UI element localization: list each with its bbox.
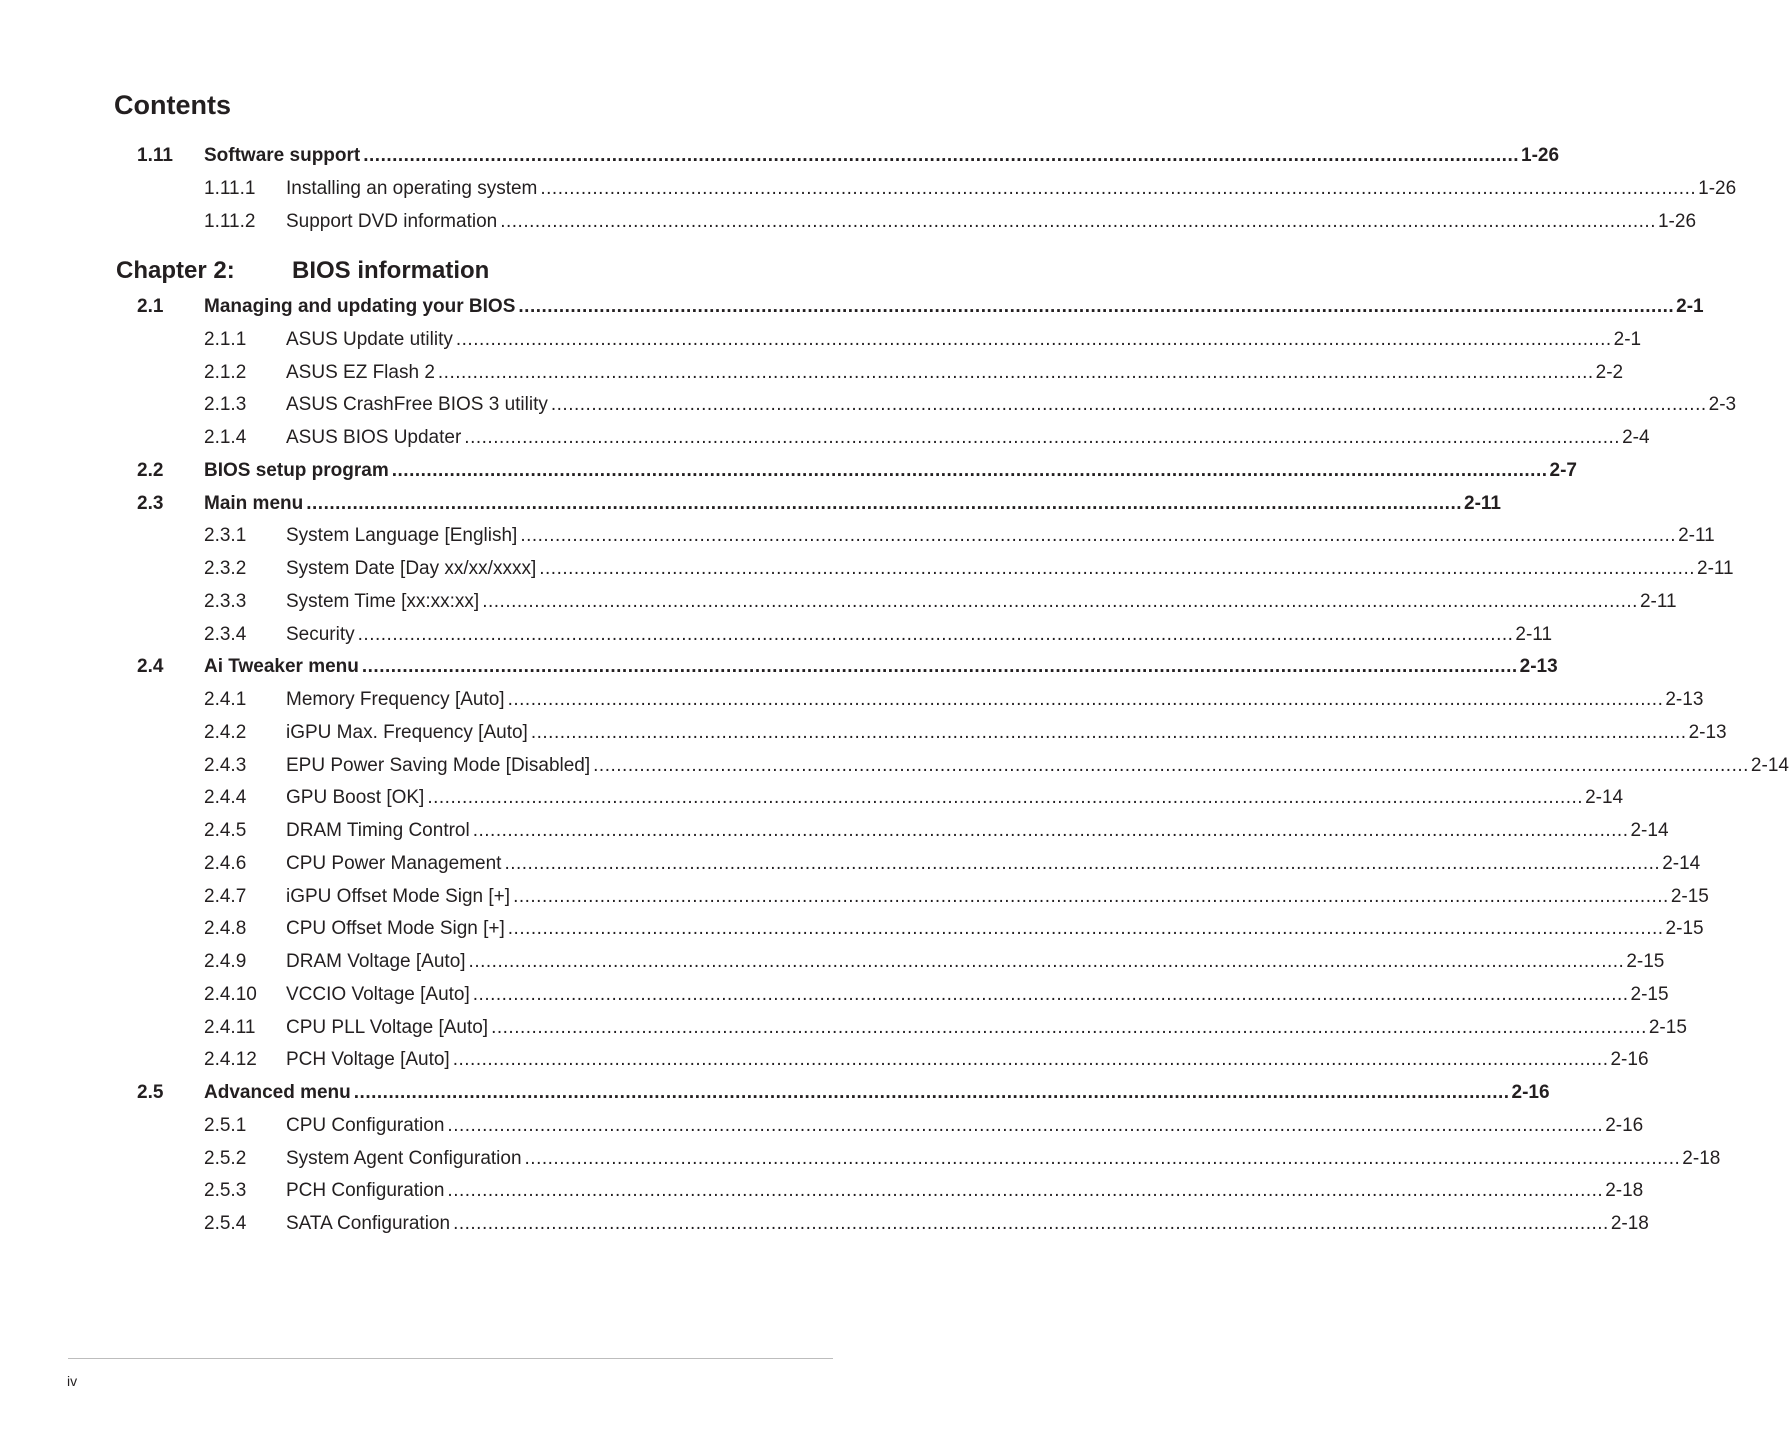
toc-subsection-entry[interactable] — [0, 983, 1669, 1007]
toc-entry-body — [204, 1081, 1550, 1105]
dot-leader: ........................................................................................................................................................................................................ — [518, 296, 1675, 317]
toc-entry-number: 2.3.3 — [204, 590, 247, 612]
toc-entry-number: 2.4.12 — [204, 1049, 257, 1071]
toc-entry-label: Support DVD information — [286, 211, 498, 233]
toc-entry-body — [286, 852, 1701, 876]
toc-entry-number: 2.4.4 — [204, 787, 247, 809]
toc-section-entry[interactable] — [0, 1081, 1550, 1105]
toc-entry-label: Ai Tweaker menu — [204, 656, 359, 678]
dot-leader: ........................................................................................................................................................................................................ — [468, 951, 1625, 972]
toc-entry-number: 2.1.2 — [204, 361, 247, 383]
toc-entry-number: 2.4.1 — [204, 689, 247, 710]
toc-entry-body — [204, 144, 1560, 168]
dot-leader: ........................................................................................................................................................................................................ — [427, 787, 1584, 809]
toc-entry-page: 1-26 — [1521, 145, 1560, 166]
toc-entry-number: 2.3.1 — [204, 525, 247, 547]
toc-entry-label: CPU Power Management — [286, 852, 502, 874]
dot-leader: ........................................................................................................................................................................................................ — [539, 558, 1695, 579]
toc-entry-body — [204, 655, 1558, 679]
dot-leader: ........................................................................................................................................................................................................ — [513, 885, 1669, 907]
toc-section-entry[interactable] — [0, 295, 1704, 319]
dot-leader: ........................................................................................................................................................................................................ — [447, 1114, 1604, 1136]
toc-entry-label: ASUS BIOS Updater — [286, 427, 462, 448]
toc-subsection-entry[interactable] — [0, 1212, 1649, 1236]
toc-entry-body — [286, 819, 1669, 843]
toc-entry-body — [286, 688, 1704, 712]
dot-leader: ........................................................................................................................................................................................................ — [500, 211, 1656, 233]
toc-entry-page: 2-15 — [1670, 885, 1709, 907]
toc-subsection-entry[interactable] — [0, 950, 1665, 974]
toc-entry-page: 2-18 — [1682, 1147, 1721, 1169]
toc-subsection-entry[interactable] — [0, 623, 1553, 647]
toc-entry-body — [286, 524, 1715, 548]
dot-leader: ........................................................................................................................................................................................................ — [447, 1180, 1604, 1202]
toc-entry-number: 2.4 — [137, 656, 164, 678]
toc-entry-body — [286, 361, 1624, 385]
toc-entry-number: 1.11 — [137, 145, 173, 166]
dot-leader: ........................................................................................................................................................................................................ — [437, 361, 1594, 383]
toc-entry-label: DRAM Voltage [Auto] — [286, 951, 466, 972]
dot-leader: ........................................................................................................................................................................................................ — [482, 590, 1638, 612]
toc-entry-number: 2.4.6 — [204, 852, 247, 874]
toc-entry-body — [286, 590, 1677, 614]
toc-entry-body — [286, 393, 1737, 417]
toc-entry-page: 2-14 — [1585, 787, 1624, 809]
dot-leader: ........................................................................................................................................................................................................ — [455, 328, 1612, 350]
toc-entry-page: 2-2 — [1595, 361, 1624, 383]
toc-section-entry[interactable] — [0, 492, 1501, 516]
toc-section-entry[interactable] — [0, 144, 1560, 168]
toc-entry-page: 2-13 — [1665, 689, 1704, 710]
toc-entry-number: 2.4.8 — [204, 918, 247, 940]
toc-entry-number: 2.5.1 — [204, 1114, 247, 1136]
toc-entry-page: 2-11 — [1678, 525, 1715, 547]
dot-leader: ........................................................................................................................................................................................................ — [472, 983, 1629, 1005]
toc-entry-label: System Date [Day xx/xx/xxxx] — [286, 558, 537, 579]
toc-entry-body — [286, 210, 1697, 234]
toc-entry-body — [286, 1048, 1649, 1072]
dot-leader: ........................................................................................................................................................................................................ — [491, 1016, 1647, 1038]
toc-entry-label: CPU PLL Voltage [Auto] — [286, 1016, 489, 1038]
toc-entry-body — [286, 557, 1734, 581]
toc-entry-label: VCCIO Voltage [Auto] — [286, 983, 470, 1005]
dot-leader: ........................................................................................................................................................................................................ — [353, 1082, 1510, 1103]
toc-entry-label: ASUS CrashFree BIOS 3 utility — [286, 394, 548, 416]
toc-entry-page: 2-18 — [1605, 1180, 1644, 1202]
toc-entry-page: 2-11 — [1639, 590, 1677, 612]
toc-subsection-entry[interactable] — [0, 786, 1624, 810]
page-title: Contents — [114, 90, 231, 120]
dot-leader: ........................................................................................................................................................................................................ — [361, 656, 1518, 678]
toc-entry-number: 1.11.2 — [204, 211, 256, 233]
toc-entry-page: 2-18 — [1610, 1213, 1649, 1234]
toc-subsection-entry[interactable] — [0, 819, 1669, 843]
toc-entry-page: 2-13 — [1688, 721, 1727, 743]
toc-entry-label: Security — [286, 623, 355, 645]
toc-entry-body — [286, 623, 1553, 647]
toc-subsection-entry[interactable] — [0, 1048, 1649, 1072]
toc-entry-label: Advanced menu — [204, 1082, 351, 1103]
toc-entry-number: 1.11.1 — [204, 178, 256, 200]
toc-entry-page: 2-1 — [1676, 296, 1704, 317]
toc-entry-body — [286, 177, 1737, 201]
toc-entry-label: CPU Offset Mode Sign [+] — [286, 918, 505, 940]
toc-entry-page: 2-4 — [1622, 427, 1650, 448]
dot-leader: ........................................................................................................................................................................................................ — [507, 918, 1664, 940]
toc-subsection-entry[interactable] — [0, 917, 1704, 941]
toc-entry-number: 2.5.2 — [204, 1147, 247, 1169]
toc-entry-label: ASUS EZ Flash 2 — [286, 361, 435, 383]
toc-entry-label: Software support — [204, 145, 361, 166]
footer-divider — [68, 1358, 833, 1359]
toc-entry-page: 1-26 — [1657, 211, 1697, 233]
toc-entry-label: Memory Frequency [Auto] — [286, 689, 505, 710]
toc-entry-number: 2.5 — [137, 1082, 164, 1103]
toc-entry-page: 2-16 — [1610, 1049, 1649, 1071]
toc-entry-body — [286, 1147, 1721, 1171]
toc-entry-number: 2.4.9 — [204, 951, 247, 972]
toc-entry-number: 2.4.10 — [204, 983, 257, 1005]
toc-subsection-entry[interactable] — [0, 177, 1737, 201]
toc-entry-page: 2-16 — [1605, 1114, 1644, 1136]
toc-entry-page: 2-16 — [1511, 1082, 1550, 1103]
toc-entry-page: 2-11 — [1515, 623, 1553, 645]
toc-entry-body — [286, 950, 1665, 974]
toc-entry-body — [286, 885, 1709, 909]
toc-subsection-entry[interactable] — [0, 754, 1789, 778]
toc-entry-label: SATA Configuration — [286, 1213, 451, 1234]
toc-entry-page: 2-15 — [1648, 1016, 1687, 1038]
toc-entry-body — [286, 1114, 1644, 1138]
toc-entry-number: 2.4.11 — [204, 1016, 256, 1038]
toc-entry-page: 2-15 — [1626, 951, 1665, 972]
toc-subsection-entry[interactable] — [0, 210, 1697, 234]
toc-entry-label: GPU Boost [OK] — [286, 787, 425, 809]
toc-subsection-entry[interactable] — [0, 1179, 1644, 1203]
toc-subsection-entry[interactable] — [0, 885, 1709, 909]
toc-section-entry[interactable] — [0, 655, 1558, 679]
toc-entry-number: 2.3.4 — [204, 623, 247, 645]
toc-entry-body — [204, 295, 1704, 319]
dot-leader: ........................................................................................................................................................................................................ — [550, 394, 1707, 416]
dot-leader: ........................................................................................................................................................................................................ — [464, 427, 1621, 448]
toc-entry-page: 2-11 — [1464, 492, 1501, 514]
toc-entry-page: 2-15 — [1665, 918, 1704, 940]
toc-entry-body — [286, 328, 1642, 352]
toc-entry-page: 1-26 — [1698, 178, 1737, 200]
toc-entry-number: 2.4.3 — [204, 754, 247, 776]
toc-subsection-entry[interactable] — [0, 328, 1642, 352]
toc-entry-label: BIOS setup program — [204, 459, 389, 481]
toc-entry-body — [286, 786, 1624, 810]
toc-entry-page: 2-1 — [1613, 328, 1642, 350]
dot-leader: ........................................................................................................................................................................................................ — [520, 525, 1677, 547]
page-number: iv — [67, 1373, 78, 1389]
toc-entry-label: EPU Power Saving Mode [Disabled] — [286, 754, 591, 776]
toc-entry-body — [286, 1179, 1644, 1203]
toc-entry-label: Installing an operating system — [286, 178, 538, 200]
toc-entry-page: 2-11 — [1697, 558, 1734, 579]
toc-entry-page: 2-7 — [1549, 459, 1577, 481]
dot-leader: ........................................................................................................................................................................................................ — [306, 492, 1462, 514]
toc-entry-label: System Agent Configuration — [286, 1147, 522, 1169]
chapter-title: BIOS information — [292, 257, 490, 284]
dot-leader: ........................................................................................................................................................................................................ — [593, 754, 1749, 776]
toc-subsection-entry[interactable] — [0, 590, 1677, 614]
toc-entry-body — [204, 459, 1577, 483]
chapter-heading — [116, 257, 490, 285]
toc-entry-number: 2.5.3 — [204, 1180, 247, 1202]
toc-subsection-entry[interactable] — [0, 361, 1624, 385]
toc-entry-body — [286, 1212, 1649, 1236]
toc-entry-number: 2.1.1 — [204, 328, 247, 350]
toc-entry-label: PCH Voltage [Auto] — [286, 1049, 450, 1071]
toc-entry-label: PCH Configuration — [286, 1180, 445, 1202]
toc-subsection-entry[interactable] — [0, 426, 1650, 450]
toc-entry-number: 2.4.7 — [204, 885, 247, 907]
toc-entry-page: 2-15 — [1630, 983, 1669, 1005]
toc-entry-label: Managing and updating your BIOS — [204, 296, 516, 317]
chapter-label: Chapter 2: — [116, 257, 235, 284]
dot-leader: ........................................................................................................................................................................................................ — [507, 689, 1664, 710]
toc-subsection-entry[interactable] — [0, 1016, 1687, 1040]
toc-entry-body — [286, 983, 1669, 1007]
dot-leader: ........................................................................................................................................................................................................ — [391, 459, 1548, 481]
dot-leader: ........................................................................................................................................................................................................ — [452, 1049, 1609, 1071]
dot-leader: ........................................................................................................................................................................................................ — [363, 145, 1519, 166]
toc-subsection-entry[interactable] — [0, 721, 1727, 745]
toc-entry-number: 2.3.2 — [204, 558, 247, 579]
toc-entry-body — [204, 492, 1501, 516]
dot-leader: ........................................................................................................................................................................................................ — [504, 852, 1661, 874]
toc-entry-body — [286, 721, 1727, 745]
toc-entry-label: CPU Configuration — [286, 1114, 445, 1136]
toc-entry-number: 2.1.4 — [204, 427, 247, 448]
toc-entry-number: 2.1.3 — [204, 394, 247, 416]
toc-subsection-entry[interactable] — [0, 524, 1715, 548]
toc-entry-body — [286, 426, 1650, 450]
toc-entry-number: 2.5.4 — [204, 1213, 247, 1234]
toc-entry-label: iGPU Max. Frequency [Auto] — [286, 721, 528, 743]
dot-leader: ........................................................................................................................................................................................................ — [472, 820, 1629, 841]
toc-entry-page: 2-14 — [1662, 852, 1701, 874]
toc-subsection-entry[interactable] — [0, 852, 1701, 876]
dot-leader: ........................................................................................................................................................................................................ — [530, 721, 1687, 743]
toc-entry-label: iGPU Offset Mode Sign [+] — [286, 885, 511, 907]
toc-entry-page: 2-13 — [1519, 656, 1558, 678]
toc-section-entry[interactable] — [0, 459, 1577, 483]
toc-entry-page: 2-14 — [1750, 754, 1789, 776]
toc-entry-label: Main menu — [204, 492, 304, 514]
toc-entry-page: 2-14 — [1630, 820, 1669, 841]
toc-entry-number: 2.4.2 — [204, 721, 247, 743]
toc-entry-body — [286, 917, 1704, 941]
toc-subsection-entry[interactable] — [0, 688, 1704, 712]
toc-entry-label: System Language [English] — [286, 525, 518, 547]
toc-entry-body — [286, 754, 1789, 778]
toc-entry-number: 2.2 — [137, 459, 164, 481]
toc-subsection-entry[interactable] — [0, 393, 1737, 417]
toc-entry-label: System Time [xx:xx:xx] — [286, 590, 480, 612]
toc-entry-number: 2.1 — [137, 296, 164, 317]
toc-entry-number: 2.3 — [137, 492, 164, 514]
toc-subsection-entry[interactable] — [0, 1114, 1644, 1138]
dot-leader: ........................................................................................................................................................................................................ — [524, 1147, 1681, 1169]
toc-entry-body — [286, 1016, 1687, 1040]
dot-leader: ........................................................................................................................................................................................................ — [357, 623, 1514, 645]
toc-entry-number: 2.4.5 — [204, 820, 247, 841]
dot-leader: ........................................................................................................................................................................................................ — [540, 178, 1697, 200]
toc-subsection-entry[interactable] — [0, 1147, 1721, 1171]
toc-entry-label: ASUS Update utility — [286, 328, 453, 350]
toc-entry-label: DRAM Timing Control — [286, 820, 470, 841]
toc-subsection-entry[interactable] — [0, 557, 1734, 581]
dot-leader: ........................................................................................................................................................................................................ — [453, 1213, 1609, 1234]
toc-entry-page: 2-3 — [1708, 394, 1737, 416]
